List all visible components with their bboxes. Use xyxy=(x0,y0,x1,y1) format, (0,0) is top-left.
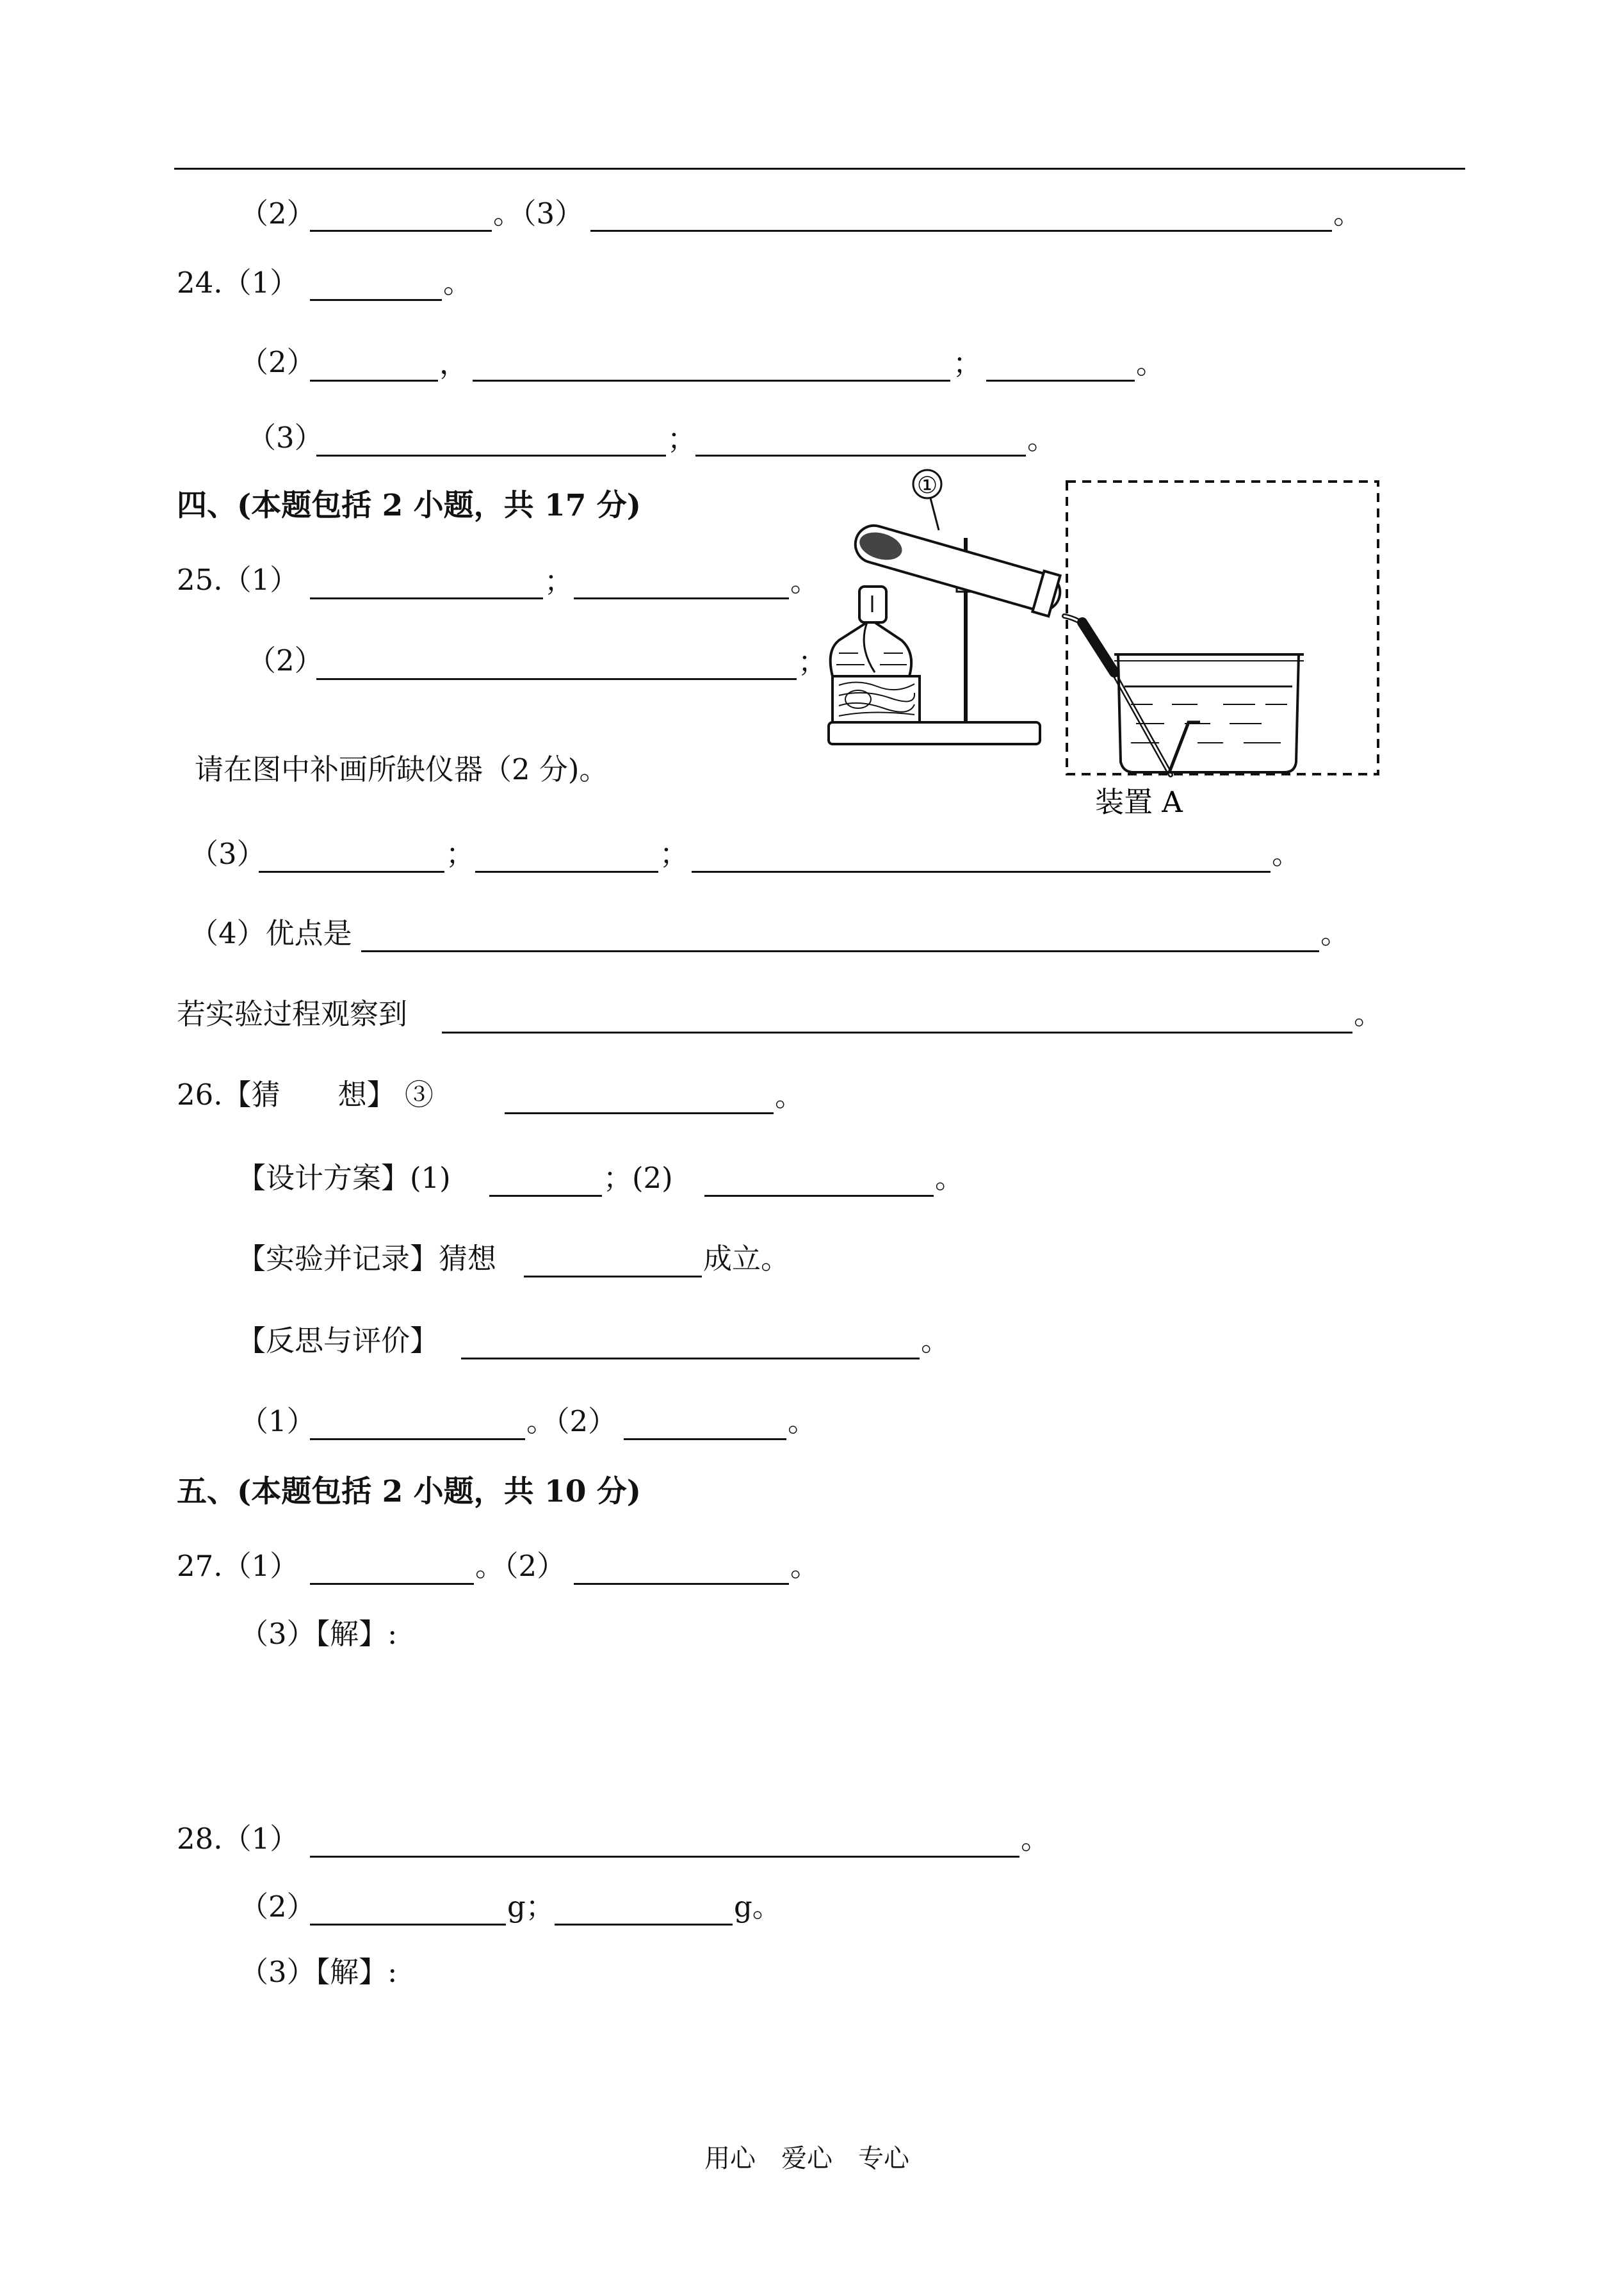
q26-sub2-blank[interactable] xyxy=(624,1438,786,1440)
q23-sub3-label: 。（3） xyxy=(493,197,584,231)
q28-2-unit-2: g。 xyxy=(734,1890,781,1924)
q26-sub2-label: 。（2） xyxy=(526,1404,617,1438)
q27-sub3-label: （3）【解】: xyxy=(240,1617,398,1651)
q23-end: 。 xyxy=(1333,197,1363,231)
q26-sub1-blank[interactable] xyxy=(310,1438,525,1440)
q26-record-blank[interactable] xyxy=(524,1276,702,1277)
q24-sub2-label: （2） xyxy=(240,345,316,379)
marker-label: ① xyxy=(916,473,938,499)
q25-sub4-label: （4）优点是 xyxy=(190,916,352,950)
q23-sub2-label: （2） xyxy=(240,197,316,231)
q28-sub3-label: （3）【解】: xyxy=(240,1955,398,1989)
q26-sub-end: 。 xyxy=(788,1404,817,1438)
marker-leader-line xyxy=(930,498,939,530)
q24-2-end: 。 xyxy=(1136,346,1165,380)
delivery-tube xyxy=(1064,616,1171,775)
q28-solution-area[interactable] xyxy=(310,1998,1271,2126)
q27-2-blank[interactable] xyxy=(574,1583,789,1585)
q26-design-label: 【设计方案】(1) xyxy=(237,1161,451,1195)
q28-2-blank-b[interactable] xyxy=(555,1924,733,1926)
q26-record-end: 成立。 xyxy=(703,1242,790,1276)
q24-1-end: 。 xyxy=(443,266,473,300)
q24-number: 24.（1） xyxy=(177,266,299,300)
q28-number: 28.（1） xyxy=(177,1822,299,1856)
q25-draw-instruction: 请在图中补画所缺仪器（2 分)。 xyxy=(195,752,608,786)
q26-design-end: 。 xyxy=(935,1161,964,1195)
q23-2-answer-blank[interactable] xyxy=(310,230,492,232)
q24-sub3-label: （3） xyxy=(247,421,323,455)
q28-2-unit-1: g； xyxy=(507,1890,555,1924)
q25-1-answer-blank-b[interactable] xyxy=(574,597,789,599)
apparatus-figure xyxy=(813,461,1390,826)
q25-3-answer-blank-c[interactable] xyxy=(692,871,1271,873)
q25-4-advantage-blank[interactable] xyxy=(361,950,1319,952)
section-4-heading: 四、(本题包括 2 小题，共 17 分) xyxy=(177,488,642,523)
q28-sub2-label: （2） xyxy=(240,1890,316,1924)
q25-observe-blank[interactable] xyxy=(442,1032,1352,1034)
q24-2-comma: ， xyxy=(439,346,469,380)
q24-2-answer-blank-c[interactable] xyxy=(986,380,1135,382)
q28-2-blank-a[interactable] xyxy=(310,1924,506,1926)
tube-outlet xyxy=(1169,722,1200,772)
q25-observe-end: 。 xyxy=(1354,997,1383,1031)
q24-1-answer-blank[interactable] xyxy=(310,299,442,301)
q25-2-answer-blank[interactable] xyxy=(316,678,797,680)
q24-2-semicolon: ； xyxy=(953,346,982,380)
q27-end: 。 xyxy=(790,1549,820,1583)
q24-2-answer-blank-a[interactable] xyxy=(310,380,438,382)
q25-2-semicolon: ； xyxy=(798,645,827,679)
q26-guess-label: 26.【猜 想】 ③ xyxy=(177,1078,434,1112)
page-footer: 用心 爱心 专心 xyxy=(704,2144,909,2173)
q27-number: 27.（1） xyxy=(177,1549,299,1583)
q26-guess-blank[interactable] xyxy=(505,1112,774,1114)
alcohol-lamp xyxy=(831,620,911,676)
q23-3-answer-blank[interactable] xyxy=(590,230,1332,232)
q26-record-label: 【实验并记录】猜想 xyxy=(237,1242,497,1276)
q27-solution-area[interactable] xyxy=(310,1658,1271,1806)
stand-base xyxy=(829,722,1040,744)
q26-design-2-blank[interactable] xyxy=(704,1195,934,1197)
q25-sub2-label: （2） xyxy=(247,644,323,677)
q28-1-blank[interactable] xyxy=(310,1856,1019,1858)
q26-sub1-label: （1） xyxy=(240,1404,316,1438)
q25-1-answer-blank-a[interactable] xyxy=(310,597,543,599)
water-lines xyxy=(1131,704,1287,743)
q25-3-semicolon-2: ； xyxy=(660,837,689,871)
q26-reflect-end: 。 xyxy=(921,1324,950,1358)
section-5-heading: 五、(本题包括 2 小题，共 10 分) xyxy=(177,1474,642,1509)
q25-3-end: 。 xyxy=(1272,837,1301,871)
water-trough xyxy=(1118,654,1299,772)
q26-design-sep: ；(2) xyxy=(603,1161,673,1195)
q25-4-end: 。 xyxy=(1320,916,1350,950)
q24-3-end: 。 xyxy=(1027,422,1057,456)
q24-3-answer-blank-b[interactable] xyxy=(695,455,1026,457)
q25-sub3-label: （3） xyxy=(190,837,266,871)
q28-1-end: 。 xyxy=(1021,1822,1050,1856)
q26-reflect-blank[interactable] xyxy=(461,1358,920,1359)
q25-number: 25.（1） xyxy=(177,563,299,597)
q27-sub2-label: 。（2） xyxy=(475,1549,566,1583)
rubber-tube xyxy=(1082,622,1114,672)
q24-3-semicolon: ； xyxy=(667,422,697,456)
q24-2-answer-blank-b[interactable] xyxy=(473,380,950,382)
q26-design-1-blank[interactable] xyxy=(489,1195,602,1197)
q25-3-answer-blank-b[interactable] xyxy=(475,871,658,873)
q25-3-semicolon-1: ； xyxy=(446,837,475,871)
q25-3-answer-blank-a[interactable] xyxy=(259,871,444,873)
q25-observe-label: 若实验过程观察到 xyxy=(177,997,408,1031)
q27-1-blank[interactable] xyxy=(310,1583,474,1585)
q25-1-end: 。 xyxy=(790,564,820,598)
q25-1-semicolon: ； xyxy=(544,564,574,598)
figure-caption: 装置 A xyxy=(1095,785,1183,819)
q26-reflect-label: 【反思与评价】 xyxy=(237,1324,439,1358)
q24-3-answer-blank-a[interactable] xyxy=(316,455,666,457)
header-rule xyxy=(174,168,1465,170)
device-a-dashed-box xyxy=(1067,482,1378,774)
q26-guess-end: 。 xyxy=(775,1079,804,1113)
